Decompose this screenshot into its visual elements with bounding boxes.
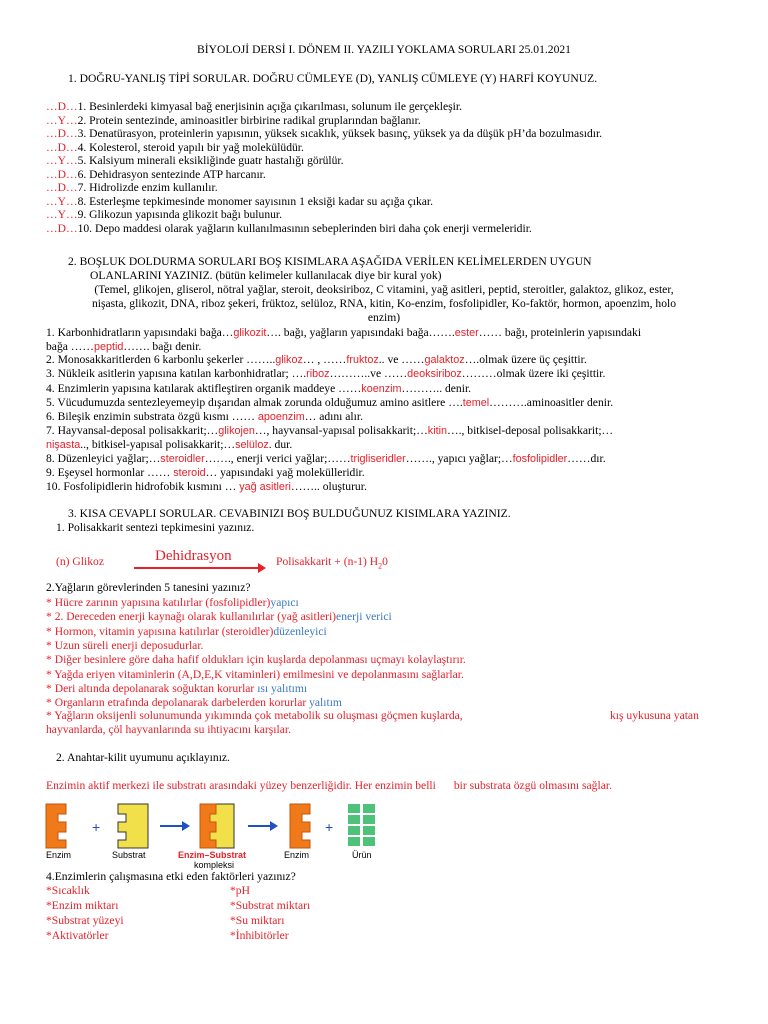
enzyme-shape-1 — [46, 804, 66, 848]
word-bank-1: (Temel, glikojen, gliserol, nötral yağlar, steroit, deoksiriboz, C vitamini, yağ asitleri, peptid, steroitler, galaktoz, glikoz, ester, — [94, 283, 674, 296]
fat-category: düzenleyici — [273, 624, 327, 638]
reaction-arrow-line — [134, 567, 260, 569]
tf-item — [46, 114, 421, 127]
fat-function — [46, 625, 327, 638]
label-enzyme-2: Enzim — [284, 850, 310, 860]
fat-category: enerji verici — [336, 610, 392, 624]
answer-text: bir substrata özgü olmasını sağlar. — [453, 779, 612, 792]
q-text: ………olmak üzere iki çeşittir. — [461, 367, 606, 380]
q-text: .. ve …… — [378, 353, 425, 366]
q-text: ……dır. — [567, 452, 606, 465]
tf-answer: …Y… — [46, 113, 78, 127]
tf-item — [46, 141, 304, 154]
page-title: BİYOLOJİ DERSİ I. DÖNEM II. YAZILI YOKLAMA SORULARI 25.01.2021 — [197, 43, 571, 56]
product-shape — [348, 804, 375, 846]
q-text: .., bitkisel-yapısal polisakkarit;… — [80, 438, 236, 451]
q-text: ……….aminoasitler denir. — [489, 396, 614, 409]
fill-q1 — [46, 326, 641, 340]
factor-item: *pH — [230, 884, 250, 897]
q-answer: fosfolipidler — [512, 453, 568, 465]
tf-item — [46, 222, 532, 235]
fill-q4 — [46, 382, 471, 396]
q-answer: trigliseridler — [350, 453, 406, 465]
fat-function — [46, 639, 203, 652]
short-q2: 2.Yağların görevlerinden 5 tanesini yazınız? — [46, 581, 251, 594]
fill-q7-cont — [46, 438, 292, 452]
plus-sign-1: + — [92, 819, 101, 835]
reaction-right — [276, 555, 388, 572]
fill-q10 — [46, 480, 367, 494]
reaction-subscript: 2 — [378, 561, 383, 571]
tf-item — [46, 168, 266, 181]
reaction-arrow-label: Dehidrasyon — [155, 548, 232, 564]
substrate-shape — [118, 804, 148, 848]
factor-item: *Substrat yüzeyi — [46, 914, 124, 927]
short-q4: 4.Enzimlerin çalışmasına etki eden faktörleri yazınız? — [46, 870, 296, 883]
q-answer: peptid — [93, 341, 124, 353]
q-text: 8. Düzenleyici yağlar;… — [46, 452, 161, 465]
q-text: 10. Fosfolipidlerin hidrofobik kısmını … — [46, 480, 240, 493]
fat-text: * Diğer besinlere göre daha hafif oldukları için kuşlarda depolanması uçmayı kolaylaştırır. — [46, 653, 466, 667]
q-answer: steroidler — [160, 453, 205, 465]
fat-function — [46, 596, 299, 609]
lock-and-key-diagram — [40, 800, 400, 870]
reaction-products: Polisakkarit + (n-1) H — [276, 555, 379, 568]
q-answer: riboz — [306, 368, 330, 380]
fill-q3 — [46, 367, 605, 381]
section2-heading: 2. BOŞLUK DOLDURMA SORULARI BOŞ KISIMLARA AŞAĞIDA VERİLEN KELİMELERDEN UYGUN — [68, 255, 592, 268]
tf-text: 2. Protein sentezinde, aminoasitler birbirine radikal gruplarından bağlanır. — [77, 113, 421, 127]
word-bank-2: nişasta, glikozit, DNA, riboz şekeri, früktoz, selüloz, RNA, kitin, Ko-enzim, fosfolipidler, Ko-faktör, hormon, apoenzim, holo — [91, 297, 677, 310]
fat-text: * Yağda eriyen vitaminlerin (A,D,E,K vitaminleri) emilmesini ve depolanmasını sağlarlar. — [46, 667, 464, 681]
word-bank-3: enzim) — [367, 311, 401, 324]
q-text: …., bitkisel-deposal polisakkarit;… — [447, 424, 614, 437]
fill-q8 — [46, 452, 606, 466]
q-answer: yağ asitleri — [239, 481, 291, 493]
q-answer: galaktoz — [424, 354, 465, 366]
label-substrate: Substrat — [112, 850, 146, 860]
tf-answer: …D… — [46, 167, 78, 181]
tf-item — [46, 208, 282, 221]
plus-sign-2: + — [325, 819, 334, 835]
tf-item — [46, 100, 462, 113]
tf-item — [46, 127, 602, 140]
fat-function — [46, 696, 342, 709]
section1-heading: 1. DOĞRU-YANLIŞ TİPİ SORULAR. DOĞRU CÜMLEYE (D), YANLIŞ CÜMLEYE (Y) HARFİ KOYUNUZ. — [68, 72, 598, 85]
tf-answer: …Y… — [46, 208, 78, 221]
factor-item: *Su miktarı — [230, 914, 285, 927]
q-text: ………..ve …… — [329, 367, 408, 380]
section3-heading: 3. KISA CEVAPLI SORULAR. CEVABINIZI BOŞ BULDUĞUNUZ KISIMLARA YAZINIZ. — [68, 507, 511, 520]
q-text: … , …… — [302, 353, 347, 366]
q-answer: koenzim — [361, 383, 402, 395]
q-text: …… bağı, proteinlerin yapısındaki — [478, 326, 642, 339]
q-answer: steroid — [173, 467, 206, 479]
q-answer: fruktoz — [346, 354, 379, 366]
q-text: 5. Vücudumuzda sentezleyemeyip dışarıdan almak zorunda olduğumuz amino asitlere …. — [46, 396, 463, 409]
factor-item: *Sıcaklık — [46, 884, 90, 897]
q-text: . dur. — [268, 438, 293, 451]
reaction-arrow-head — [258, 563, 266, 573]
fat-text: * Organların etrafında depolanarak darbelerden korurlar — [46, 696, 310, 710]
answer-text: Enzimin aktif merkezi ile substratı arasındaki yüzey benzerliğidir. Her enzimin belli — [46, 779, 436, 792]
tf-text: 10. Depo maddesi olarak yağların kullanılmasının sebeplerinden biri daha çok enerji vermeleridir. — [77, 221, 532, 235]
q-answer: nişasta — [46, 439, 81, 451]
fat-category: yapıcı — [270, 596, 299, 609]
q-text: bağa …… — [46, 340, 94, 353]
fat-function — [46, 610, 392, 623]
q-text: ……….. denir. — [401, 382, 472, 395]
tf-text: 3. Denatürasyon, proteinlerin yapısının, yüksek sıcaklık, yüksek basınç, yüksek ya da düşük pH’da bozulmasıdır. — [77, 127, 603, 140]
enzyme-shape-2 — [290, 804, 310, 848]
q-text: …….. oluşturur. — [290, 480, 367, 493]
q-text: ……., yapıcı yağlar;… — [405, 452, 513, 465]
fat-text: * Hormon, vitamin yapısına katılırlar (steroidler) — [46, 624, 274, 638]
factor-item: *Substrat miktarı — [230, 899, 311, 912]
fill-q5 — [46, 396, 613, 410]
tf-answer: …Y… — [46, 194, 78, 208]
label-enzyme: Enzim — [46, 850, 72, 860]
q-text: ….olmak üzere üç çeşittir. — [464, 353, 587, 366]
complex-enzyme — [200, 804, 216, 848]
q-text: …, hayvansal-yapısal polisakkarit;… — [254, 424, 428, 437]
fat-function-9-cont: hayvanlarda, çöl hayvanlarında su ihtiyacını karşılar. — [46, 723, 291, 736]
q-answer: ester — [454, 327, 479, 339]
fat-text: * Uzun süreli enerji deposudurlar. — [46, 638, 204, 652]
tf-answer: …D… — [46, 221, 78, 235]
fat-category: ısı yalıtımı — [257, 681, 308, 695]
q-answer: kitin — [427, 425, 447, 437]
reaction-end: 0 — [382, 555, 388, 568]
fill-q9 — [46, 466, 365, 480]
fat-function — [46, 682, 307, 695]
q-text: … yapısındaki yağ molekülleridir. — [205, 466, 365, 479]
q-text: 4. Enzimlerin yapısına katılarak aktifleştiren organik maddeye …… — [46, 382, 362, 395]
arrow-1-head — [182, 821, 190, 831]
tf-text: 7. Hidrolizde enzim kullanılır. — [77, 181, 218, 194]
reaction-left: (n) Glikoz — [56, 555, 104, 568]
tf-item — [46, 195, 433, 208]
tf-answer: …Y… — [46, 154, 78, 167]
tf-answer: …D… — [46, 181, 78, 194]
q-text: …. bağı, yağların yapısındaki bağa……. — [266, 326, 455, 339]
label-product: Ürün — [352, 850, 372, 860]
tf-text: 8. Esterleşme tepkimesinde monomer sayısının 1 eksiği kadar su açığa çıkar. — [77, 194, 434, 208]
tf-text: 5. Kalsiyum minerali eksikliğinde guatr hastalığı görülür. — [77, 154, 344, 167]
q-answer: selüloz — [235, 439, 269, 451]
q-text: ……. bağı denir. — [123, 340, 202, 353]
tf-answer: …D… — [46, 127, 78, 140]
q-answer: glikoz — [275, 354, 303, 366]
fat-text: * Yağların oksijenli solunumunda yıkımında çok metabolik su oluşması göçmen kuşlarda, — [46, 709, 463, 722]
tf-text: 4. Kolesterol, steroid yapılı bir yağ molekülüdür. — [77, 140, 304, 154]
fat-text: * Hücre zarının yapısına katılırlar (fosfolipidler) — [46, 596, 271, 609]
fill-q1-cont — [46, 340, 201, 354]
tf-answer: …D… — [46, 140, 78, 154]
q-text: 2. Monosakkaritlerden 6 karbonlu şekerler …….. — [46, 353, 276, 366]
fat-function-9 — [46, 709, 722, 722]
fill-q2 — [46, 353, 587, 367]
label-complex-2: kompleksi — [194, 860, 235, 870]
tf-text: 9. Glikozun yapısında glikozit bağı bulunur. — [77, 208, 283, 221]
tf-text: 1. Besinlerdeki kimyasal bağ enerjisinin açığa çıkarılması, solunum ile gerçekleşir. — [77, 100, 462, 113]
label-complex: Enzim–Substrat — [178, 850, 247, 860]
short-q1: 1. Polisakkarit sentezi tepkimesini yazınız. — [56, 521, 255, 534]
factor-item: *İnhibitörler — [230, 929, 289, 942]
tf-item — [46, 181, 218, 194]
fill-q7 — [46, 424, 613, 438]
arrow-2-head — [270, 821, 278, 831]
q-answer: glikojen — [218, 425, 255, 437]
short-q3: 2. Anahtar-kilit uyumunu açıklayınız. — [56, 751, 230, 764]
factor-item: *Aktivatörler — [46, 929, 109, 942]
heading-text: OLANLARINI YAZINIZ. — [90, 269, 213, 282]
q-answer: deoksiriboz — [407, 368, 462, 380]
fill-q6 — [46, 410, 363, 424]
fat-text: * Deri altında depolanarak soğuktan korurlar — [46, 681, 258, 695]
q-answer: temel — [462, 397, 490, 409]
q-text: … adını alır. — [304, 410, 363, 423]
q-text: 6. Bileşik enzimin substrata özgü kısmı …… — [46, 410, 258, 423]
section2-heading-2 — [90, 269, 441, 282]
fat-category: yalıtım — [309, 696, 342, 710]
heading-note: (bütün kelimeler kullanılacak diye bir kural yok) — [212, 269, 442, 282]
tf-text: 6. Dehidrasyon sentezinde ATP harcanır. — [77, 167, 266, 181]
q-answer: glikozit — [233, 327, 267, 339]
tf-item — [46, 154, 344, 167]
fat-function — [46, 668, 464, 681]
q-text: 3. Nükleik asitlerin yapısına katılan karbonhidratlar; …. — [46, 367, 307, 380]
q-text: 9. Eşeysel hormonlar …… — [46, 466, 174, 479]
answer3 — [46, 779, 612, 792]
q-text: 1. Karbonhidratların yapısındaki bağa… — [46, 326, 234, 339]
fat-text: * 2. Dereceden enerji kaynağı olarak kullanılırlar (yağ asitleri) — [46, 610, 337, 624]
tf-answer: …D… — [46, 100, 78, 113]
q-text: 7. Hayvansal-deposal polisakkarit;… — [46, 424, 219, 437]
fat-text: kış uykusuna yatan — [610, 709, 699, 722]
fat-function — [46, 653, 466, 666]
factor-item: *Enzim miktarı — [46, 899, 119, 912]
q-text: ……., enerji verici yağlar;…… — [204, 452, 351, 465]
q-answer: apoenzim — [257, 411, 305, 423]
